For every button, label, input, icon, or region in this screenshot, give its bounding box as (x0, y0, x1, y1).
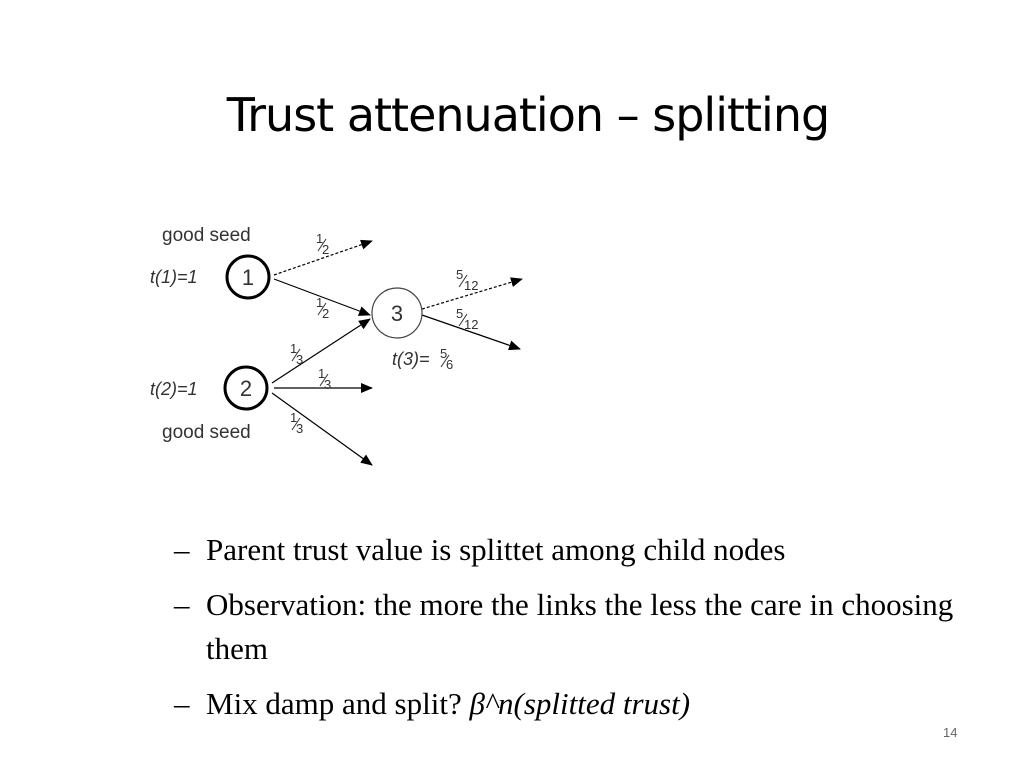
node-2-seed-label: good seed (162, 422, 251, 443)
node-1-label: 1 (241, 265, 255, 290)
frac-num: 1 (318, 366, 326, 381)
edge-n2-out-low (272, 393, 372, 465)
edge-label-n1-out (316, 231, 329, 257)
bullet-text: Observation: the more the links the less the care in choosing them (206, 587, 954, 666)
node-1-seed-label: good seed (162, 225, 251, 246)
bullet-dash: – (174, 587, 190, 622)
frac-den: 12 (464, 278, 479, 293)
frac-den: 12 (464, 317, 479, 332)
bullet-list (174, 528, 994, 737)
trust-splitting-diagram (140, 215, 540, 475)
bullet-item (174, 583, 994, 671)
frac-num: 1 (290, 341, 298, 356)
frac-num: 1 (316, 295, 324, 310)
bullet-dash: – (174, 686, 190, 721)
page-number: 14 (943, 725, 958, 740)
frac-den: 3 (296, 421, 304, 436)
frac-den: 2 (322, 242, 330, 257)
node-3-label: 3 (390, 301, 404, 326)
node-2-trust: t(2)=1 (150, 379, 198, 399)
node-2-label: 2 (239, 376, 253, 401)
edge-label-n3-out-top (456, 267, 478, 293)
frac-num: 1 (290, 410, 298, 425)
frac-num: 5 (456, 306, 464, 321)
node-1-trust: t(1)=1 (150, 267, 198, 287)
bullet-item (174, 682, 994, 726)
edge-label-n2-to-n3 (290, 341, 303, 367)
frac-den: 3 (296, 352, 304, 367)
frac-den: 2 (322, 306, 330, 321)
frac-num: 5 (456, 267, 464, 282)
bullet-text: Mix damp and split? (206, 686, 470, 721)
node-3-trust-fraction (440, 346, 453, 372)
frac-num: 5 (440, 346, 448, 361)
bullet-item (174, 528, 994, 572)
bullet-dash: – (174, 532, 190, 567)
frac-den: 3 (324, 377, 332, 392)
node-3-trust: t(3)= (392, 349, 430, 369)
bullet-text: Parent trust value is splittet among child nodes (206, 532, 786, 567)
slide-title: Trust attenuation – splitting (226, 88, 830, 142)
bullet-formula: β^n(splitted trust) (469, 686, 691, 721)
frac-num: 1 (316, 231, 324, 246)
frac-den: 6 (446, 357, 454, 372)
